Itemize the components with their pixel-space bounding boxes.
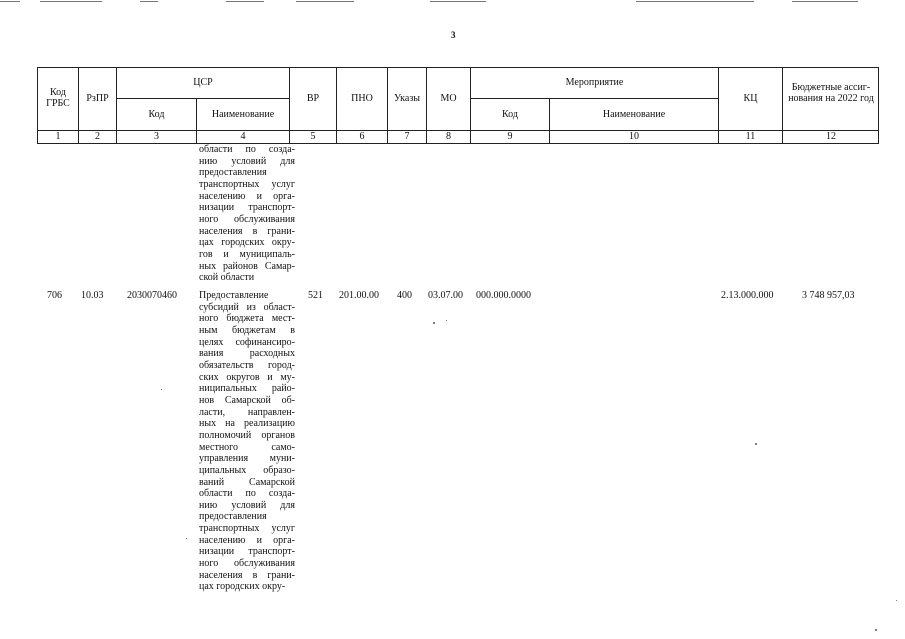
- header-mo: МО: [440, 93, 457, 104]
- scan-speck: [433, 322, 435, 324]
- name-text-line: ской области: [199, 272, 255, 284]
- col-number-7: 7: [404, 131, 410, 142]
- header-meropriyatie: Мероприятие: [565, 77, 624, 88]
- scan-speck: [186, 538, 187, 539]
- row-pno: 201.00.00: [339, 290, 379, 301]
- header-vr: ВР: [306, 93, 320, 104]
- table-header: [37, 67, 879, 144]
- page-number: 3: [451, 30, 456, 40]
- header-pno: ПНО: [351, 93, 373, 104]
- name-text-line: низации транспорт-: [199, 546, 295, 558]
- name-text-line: субсидий из област-: [199, 301, 295, 313]
- name-text-line: населению и орга-: [199, 190, 295, 202]
- scan-speck: [161, 389, 162, 390]
- name-text-line: ного обслуживания: [199, 213, 295, 225]
- scan-speck: [446, 320, 447, 321]
- row-mo: 03.07.00: [428, 290, 463, 301]
- name-text-line: целях софинансиро-: [199, 336, 295, 348]
- name-text-line: нов Самарской об-: [199, 394, 295, 406]
- name-text-line: ваний Самарской: [199, 476, 295, 488]
- col-number-11: 11: [745, 131, 756, 142]
- name-text-line: населения в грани-: [199, 569, 295, 581]
- header-mer-kod: Код: [502, 109, 518, 120]
- name-text-line: транспортных услуг: [199, 178, 295, 190]
- col-number-10: 10: [629, 131, 639, 142]
- col-number-12: 12: [826, 131, 836, 142]
- name-text-line: ных на реализацию: [199, 418, 295, 430]
- name-text-line: ного бюджета мест-: [199, 313, 295, 325]
- row-rzpr: 10.03: [81, 290, 104, 301]
- col-number-2: 2: [95, 131, 100, 142]
- scan-speck: [896, 600, 897, 601]
- name-text-line: ласти, направлен-: [199, 406, 295, 418]
- header-budget: Бюджетные ассиг- нования на 2022 год: [788, 82, 874, 104]
- scan-speck: [875, 629, 877, 631]
- header-mer-name: Наименование: [602, 109, 666, 120]
- name-text-line: обязательств город-: [199, 359, 295, 371]
- name-text-line: нию условий для: [199, 499, 295, 511]
- header-csr-name: Наименование: [211, 109, 275, 120]
- name-text-line: предоставления: [199, 511, 267, 523]
- scan-speck: [755, 443, 757, 445]
- row-name-text: [199, 290, 295, 593]
- name-text-line: области по созда-: [199, 488, 295, 500]
- row-kc: 2.13.000.000: [721, 290, 774, 301]
- name-text-line: вания расходных: [199, 348, 295, 360]
- row-kod-grbs: 706: [47, 290, 62, 301]
- name-text-line: ного обслуживания: [199, 558, 295, 570]
- name-text-line: полномочий органов: [199, 429, 295, 441]
- name-text-line: ских округов и му-: [199, 371, 295, 383]
- col-number-4: 4: [240, 131, 246, 142]
- row-ukazy: 400: [397, 290, 412, 301]
- name-text-line: Предоставление: [199, 290, 269, 301]
- name-text-line: гов и муниципаль-: [199, 248, 295, 260]
- header-kod-grbs: Код ГРБС: [46, 87, 70, 109]
- name-text-line: цах городских окру-: [199, 237, 295, 249]
- name-text-line: нию условий для: [199, 155, 295, 167]
- col-number-1: 1: [55, 131, 61, 142]
- row-amount: 3 748 957,03: [802, 290, 855, 301]
- col-number-8: 8: [446, 131, 451, 142]
- row-csr-kod: 2030070460: [127, 290, 177, 301]
- name-text-line: управления муни-: [199, 453, 295, 465]
- name-text-line: низации транспорт-: [199, 202, 295, 214]
- name-text-line: населению и орга-: [199, 534, 295, 546]
- header-ukazy: Указы: [393, 93, 420, 104]
- name-text-line: области по созда-: [199, 144, 295, 155]
- name-text-line: транспортных услуг: [199, 523, 295, 535]
- header-kc: КЦ: [743, 93, 758, 104]
- name-text-line: ных районов Самар-: [199, 260, 295, 272]
- name-text-line: ниципальных райо-: [199, 383, 295, 395]
- col-number-6: 6: [359, 131, 365, 142]
- name-text-line: ным бюджетам в: [199, 324, 295, 336]
- name-text-line: ципальных образо-: [199, 464, 295, 476]
- name-text-line: предоставления: [199, 167, 267, 179]
- header-csr: ЦСР: [193, 77, 213, 88]
- header-rzpr: РзПР: [86, 93, 109, 104]
- row-vr: 521: [308, 290, 323, 301]
- col-number-9: 9: [507, 131, 513, 142]
- scan-edge-top: [0, 0, 905, 3]
- col-number-5: 5: [310, 131, 316, 142]
- name-text-line: населения в грани-: [199, 225, 295, 237]
- name-text-line: цах городских окру-: [199, 581, 286, 593]
- continued-name-text: [199, 144, 295, 284]
- name-text-line: местного само-: [199, 441, 295, 453]
- col-number-3: 3: [154, 131, 159, 142]
- header-csr-kod: Код: [148, 109, 165, 120]
- row-mer-kod: 000.000.0000: [476, 290, 531, 301]
